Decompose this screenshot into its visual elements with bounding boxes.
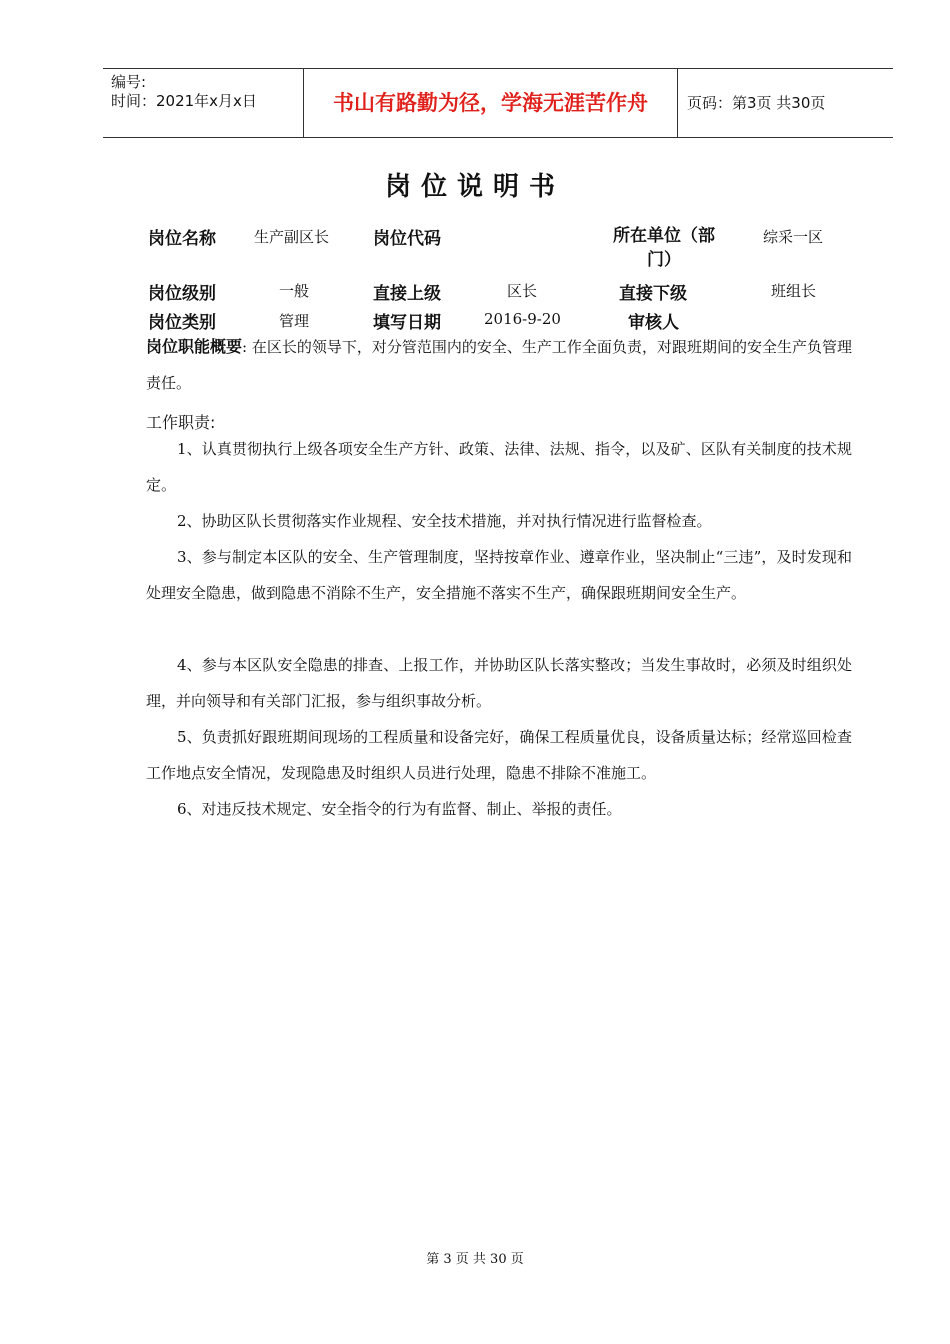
duties-label: 工作职责: — [146, 413, 216, 432]
duty-item: 2、协助区队长贯彻落实作业规程、安全技术措施，并对执行情况进行监督检查。 — [177, 512, 712, 530]
duty-item: 4、参与本区队安全隐患的排查、上报工作，并协助区队长落实整改；当发生事故时，必须及时组织处理，并向领导和有关部门汇报，参与组织事故分析。 — [146, 656, 852, 710]
dept-value: 综采一区 — [763, 228, 824, 246]
superior-value: 区长 — [507, 282, 538, 300]
subordinate-value: 班组长 — [771, 282, 817, 300]
dept-label: 所在单位（部 门） — [613, 226, 715, 270]
time-label: 时间：2021年x月x日 — [111, 92, 257, 110]
summary-label: 岗位职能概要 — [146, 337, 243, 356]
duty-item: 3、参与制定本区队的安全、生产管理制度，坚持按章作业、遵章作业，坚决制止“三违”，及时发现和处理安全隐患，做到隐患不消除不生产，安全措施不落实不生产，确保跟班期间安全生产。 — [146, 548, 852, 602]
superior-label: 直接上级 — [373, 284, 441, 304]
duty-item: 6、对违反技术规定、安全指令的行为有监督、制止、举报的责任。 — [177, 800, 622, 818]
duty-item: 1、认真贯彻执行上级各项安全生产方针、政策、法律、法规、指令，以及矿、区队有关制度的技术规定。 — [146, 440, 852, 494]
category-value: 管理 — [279, 312, 310, 330]
header-motto: 书山有路勤为径，学海无涯苦作舟 — [333, 91, 648, 115]
header-meta — [111, 73, 257, 111]
post-name-value: 生产副区长 — [254, 228, 330, 246]
subordinate-label: 直接下级 — [619, 284, 687, 304]
category-label: 岗位类别 — [148, 313, 216, 333]
post-name-label: 岗位名称 — [148, 229, 216, 249]
header-page-label: 页码：第3页 共30页 — [687, 94, 826, 112]
summary-paragraph — [146, 329, 852, 401]
date-label: 填写日期 — [373, 313, 441, 333]
post-code-label: 岗位代码 — [373, 229, 441, 249]
page-footer: 第 3 页 共 30 页 — [426, 1252, 524, 1267]
level-value: 一般 — [279, 282, 310, 300]
document-title: 岗位说明书 — [384, 172, 565, 202]
reviewer-label: 审核人 — [628, 313, 679, 333]
number-label: 编号: — [111, 73, 147, 91]
duty-item: 5、负责抓好跟班期间现场的工程质量和设备完好，确保工程质量优良，设备质量达标；经常巡回检查工作地点安全情况，发现隐患及时组织人员进行处理，隐患不排除不准施工。 — [146, 728, 852, 782]
date-value: 2016-9-20 — [484, 310, 561, 328]
header-divider — [677, 69, 678, 137]
summary-text: : 在区长的领导下，对分管范围内的安全、生产工作全面负责，对跟班期间的安全生产负管理责任。 — [146, 338, 852, 392]
level-label: 岗位级别 — [148, 284, 216, 304]
page-header — [103, 68, 893, 138]
